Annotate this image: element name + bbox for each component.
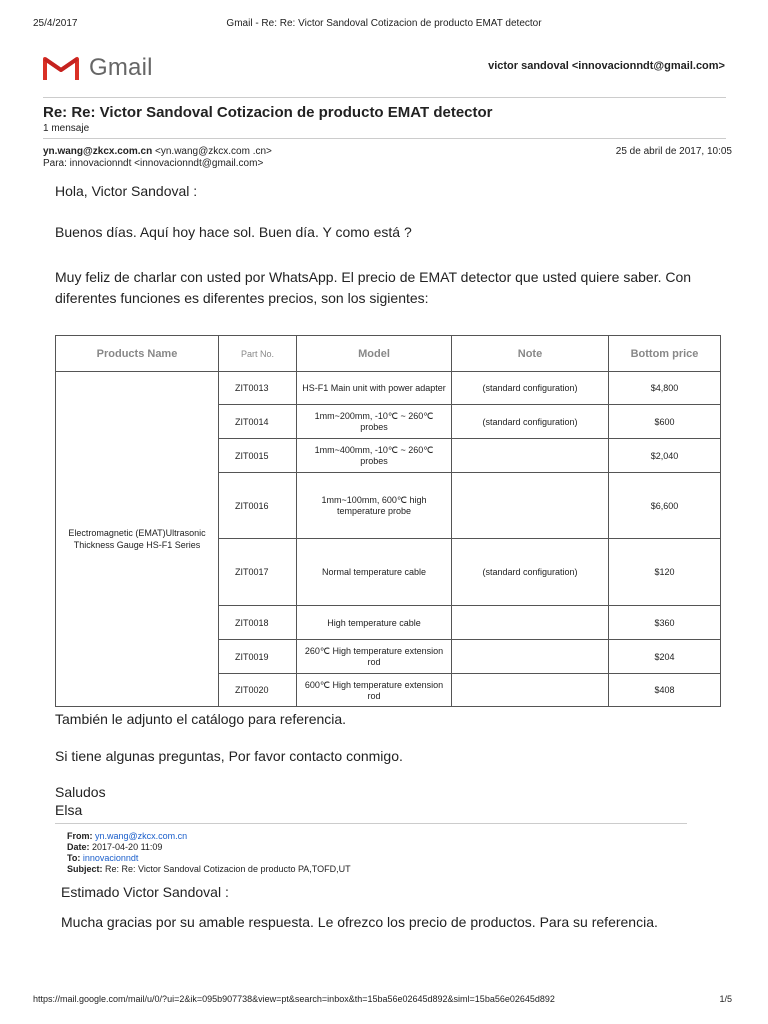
price: $4,800: [609, 372, 721, 405]
quoted-paragraph: Mucha gracias por su amable respuesta. Le ofrezco los precio de productos. Para su referencia.: [61, 914, 658, 930]
product-name-cell: Electromagnetic (EMAT)Ultrasonic Thickness Gauge HS-F1 Series: [56, 372, 219, 707]
note: (standard configuration): [452, 372, 609, 405]
price: $2,040: [609, 439, 721, 473]
header-divider: [43, 97, 726, 98]
note: [452, 606, 609, 640]
note: (standard configuration): [452, 405, 609, 439]
price: $360: [609, 606, 721, 640]
paragraph-weather: Buenos días. Aquí hoy hace sol. Buen día. Y como está ?: [55, 224, 412, 240]
thread-subject: Re: Re: Victor Sandoval Cotizacion de producto EMAT detector: [43, 104, 493, 121]
quoted-date: 2017-04-20 11:09: [92, 842, 163, 852]
paragraph-intro: Muy feliz de charlar con usted por WhatsApp. El precio de EMAT detector que usted quiere saber. Con diferentes funciones es diferentes precios, son los sigientes:: [55, 269, 692, 306]
part-number: ZIT0019: [219, 640, 297, 674]
part-number: ZIT0016: [219, 473, 297, 539]
note: [452, 473, 609, 539]
header-part-no: Part No.: [219, 336, 297, 372]
quoted-to-link[interactable]: innovacionndt: [82, 853, 139, 863]
part-number: ZIT0017: [219, 539, 297, 606]
account-identity: victor sandoval <innovacionndt@gmail.com>: [488, 60, 725, 72]
sender-email[interactable]: yn.wang@zkcx.com.cn: [43, 146, 153, 157]
header-bottom-price: Bottom price: [609, 336, 721, 372]
part-number: ZIT0015: [219, 439, 297, 473]
gmail-logo[interactable]: [43, 54, 153, 82]
part-number: ZIT0013: [219, 372, 297, 405]
price: $408: [609, 674, 721, 707]
table-row: [56, 372, 721, 405]
quoted-header: [67, 831, 351, 875]
model: 600℃ High temperature extension rod: [297, 674, 452, 707]
signature-name: Elsa: [55, 802, 83, 818]
note: [452, 640, 609, 674]
price: $204: [609, 640, 721, 674]
quoted-from-link[interactable]: yn.wang@zkcx.com.cn: [95, 831, 188, 841]
part-number: ZIT0020: [219, 674, 297, 707]
model: Normal temperature cable: [297, 539, 452, 606]
price: $6,600: [609, 473, 721, 539]
greeting: Hola, Victor Sandoval :: [55, 183, 198, 199]
quoted-greeting: Estimado Victor Sandoval :: [61, 884, 229, 900]
table-header-row: [56, 336, 721, 372]
paragraph-contact: Si tiene algunas preguntas, Por favor contacto conmigo.: [55, 748, 403, 764]
gmail-m-icon: [43, 55, 79, 81]
message-recipient: Para: innovacionndt <innovacionndt@gmail.com>: [43, 158, 264, 169]
note: (standard configuration): [452, 539, 609, 606]
model: 1mm~200mm, -10℃ ~ 260℃ probes: [297, 405, 452, 439]
paragraph-catalog: También le adjunto el catálogo para referencia.: [55, 711, 347, 727]
quoted-subject: Re: Re: Victor Sandoval Cotizacion de producto PA,TOFD,UT: [105, 864, 351, 874]
header-model: Model: [297, 336, 452, 372]
message-count: 1 mensaje: [43, 123, 90, 134]
note: [452, 439, 609, 473]
signature-block: [55, 783, 106, 819]
message-sender: [43, 146, 272, 157]
price: $120: [609, 539, 721, 606]
closing: Saludos: [55, 784, 106, 800]
header-note: Note: [452, 336, 609, 372]
part-number: ZIT0018: [219, 606, 297, 640]
thread-divider: [43, 138, 726, 139]
model: 1mm~400mm, -10℃ ~ 260℃ probes: [297, 439, 452, 473]
part-number: ZIT0014: [219, 405, 297, 439]
quoted-date-label: Date:: [67, 842, 90, 852]
sender-full-address: <yn.wang@zkcx.com .cn>: [155, 146, 272, 157]
quoted-to-label: To:: [67, 853, 81, 863]
header-products-name: Products Name: [56, 336, 219, 372]
model: 260℃ High temperature extension rod: [297, 640, 452, 674]
quoted-subject-label: Subject:: [67, 864, 103, 874]
price-table: [55, 335, 721, 707]
model: 1mm~100mm, 600℃ high temperature probe: [297, 473, 452, 539]
model: HS-F1 Main unit with power adapter: [297, 372, 452, 405]
quote-divider: [55, 823, 687, 824]
gmail-logo-text: Gmail: [89, 54, 153, 81]
note: [452, 674, 609, 707]
message-date: 25 de abril de 2017, 10:05: [615, 146, 732, 157]
print-footer-url: https://mail.google.com/mail/u/0/?ui=2&ik=095b907738&view=pt&search=inbox&th=15ba56e02645d892&siml=15ba56e02645d892: [33, 994, 555, 1004]
print-page-number: 1/5: [719, 994, 732, 1004]
print-page-title: Gmail - Re: Re: Victor Sandoval Cotizacion de producto EMAT detector: [226, 18, 542, 29]
quoted-from-label: From:: [67, 831, 93, 841]
price: $600: [609, 405, 721, 439]
model: High temperature cable: [297, 606, 452, 640]
print-date: 25/4/2017: [33, 18, 78, 29]
